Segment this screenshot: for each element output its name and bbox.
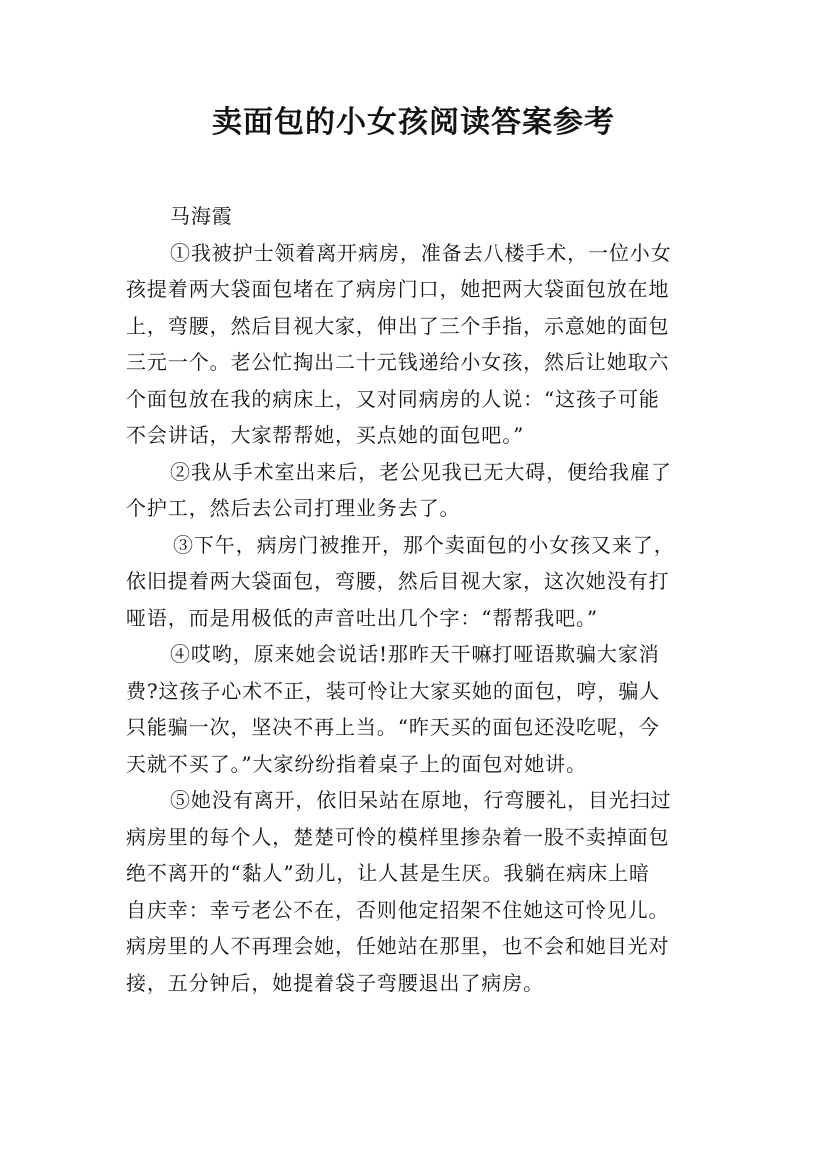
- author-line: 马海霞: [170, 204, 233, 228]
- paragraph-3-line: ③下午，病房门被推开，那个卖面包的小女孩又来了，: [173, 532, 675, 557]
- paragraph-5-line: 绝不离开的“黏人”劲儿，让人甚是生厌。我躺在病床上暗: [126, 861, 650, 885]
- document-title: 卖面包的小女孩阅读答案参考: [212, 105, 615, 140]
- paragraph-5-line: 接，五分钟后，她提着袋子弯腰退出了病房。: [126, 970, 544, 995]
- paragraph-1-line: ①我被护士领着离开病房，准备去八楼手术，一位小女: [170, 240, 672, 265]
- paragraph-2-line: 个护工，然后去公司打理业务去了。: [126, 496, 461, 520]
- paragraph-1-line: 三元一个。老公忙掏出二十元钱递给小女孩，然后让她取六: [126, 350, 670, 374]
- paragraph-4-line: 天就不买了。”大家纷纷指着桌子上的面包对她讲。: [126, 751, 587, 776]
- paragraph-5-line: 病房里的每个人，楚楚可怜的模样里掺杂着一股不卖掉面包: [126, 824, 670, 849]
- paragraph-4-line: 费?这孩子心术不正，装可怜让大家买她的面包，哼，骗人: [126, 678, 661, 703]
- paragraph-1-line: 个面包放在我的病床上，又对同病房的人说：“这孩子可能: [126, 386, 660, 411]
- paragraph-1-line: 孩提着两大袋面包堵在了病房门口，她把两大袋面包放在地: [126, 277, 670, 301]
- paragraph-1-line: 不会讲话，大家帮帮她，买点她的面包吧。”: [126, 423, 525, 447]
- paragraph-3-line: 依旧提着两大袋面包，弯腰，然后目视大家，这次她没有打: [126, 569, 670, 593]
- paragraph-1-line: 上，弯腰，然后目视大家，伸出了三个手指，示意她的面包: [126, 313, 670, 338]
- paragraph-4-line: 只能骗一次，坚决不再上当。“昨天买的面包还没吃呢，今: [126, 715, 660, 739]
- paragraph-5-line: 病房里的人不再理会她，任她站在那里，也不会和她目光对: [126, 934, 670, 958]
- paragraph-5-line: ⑤她没有离开，依旧呆站在原地，行弯腰礼，目光扫过: [170, 788, 672, 812]
- paragraph-5-line: 自庆幸：幸亏老公不在，否则他定招架不住她这可怜见儿。: [126, 897, 670, 922]
- paragraph-4-line: ④哎哟，原来她会说话!那昨天干嘛打哑语欺骗大家消: [170, 642, 660, 666]
- article-body: [126, 198, 706, 1001]
- paragraph-2-line: ②我从手术室出来后，老公见我已无大碍，便给我雇了: [170, 459, 672, 484]
- paragraph-3-line: 哑语，而是用极低的声音吐出几个字：“帮帮我吧。”: [126, 605, 599, 630]
